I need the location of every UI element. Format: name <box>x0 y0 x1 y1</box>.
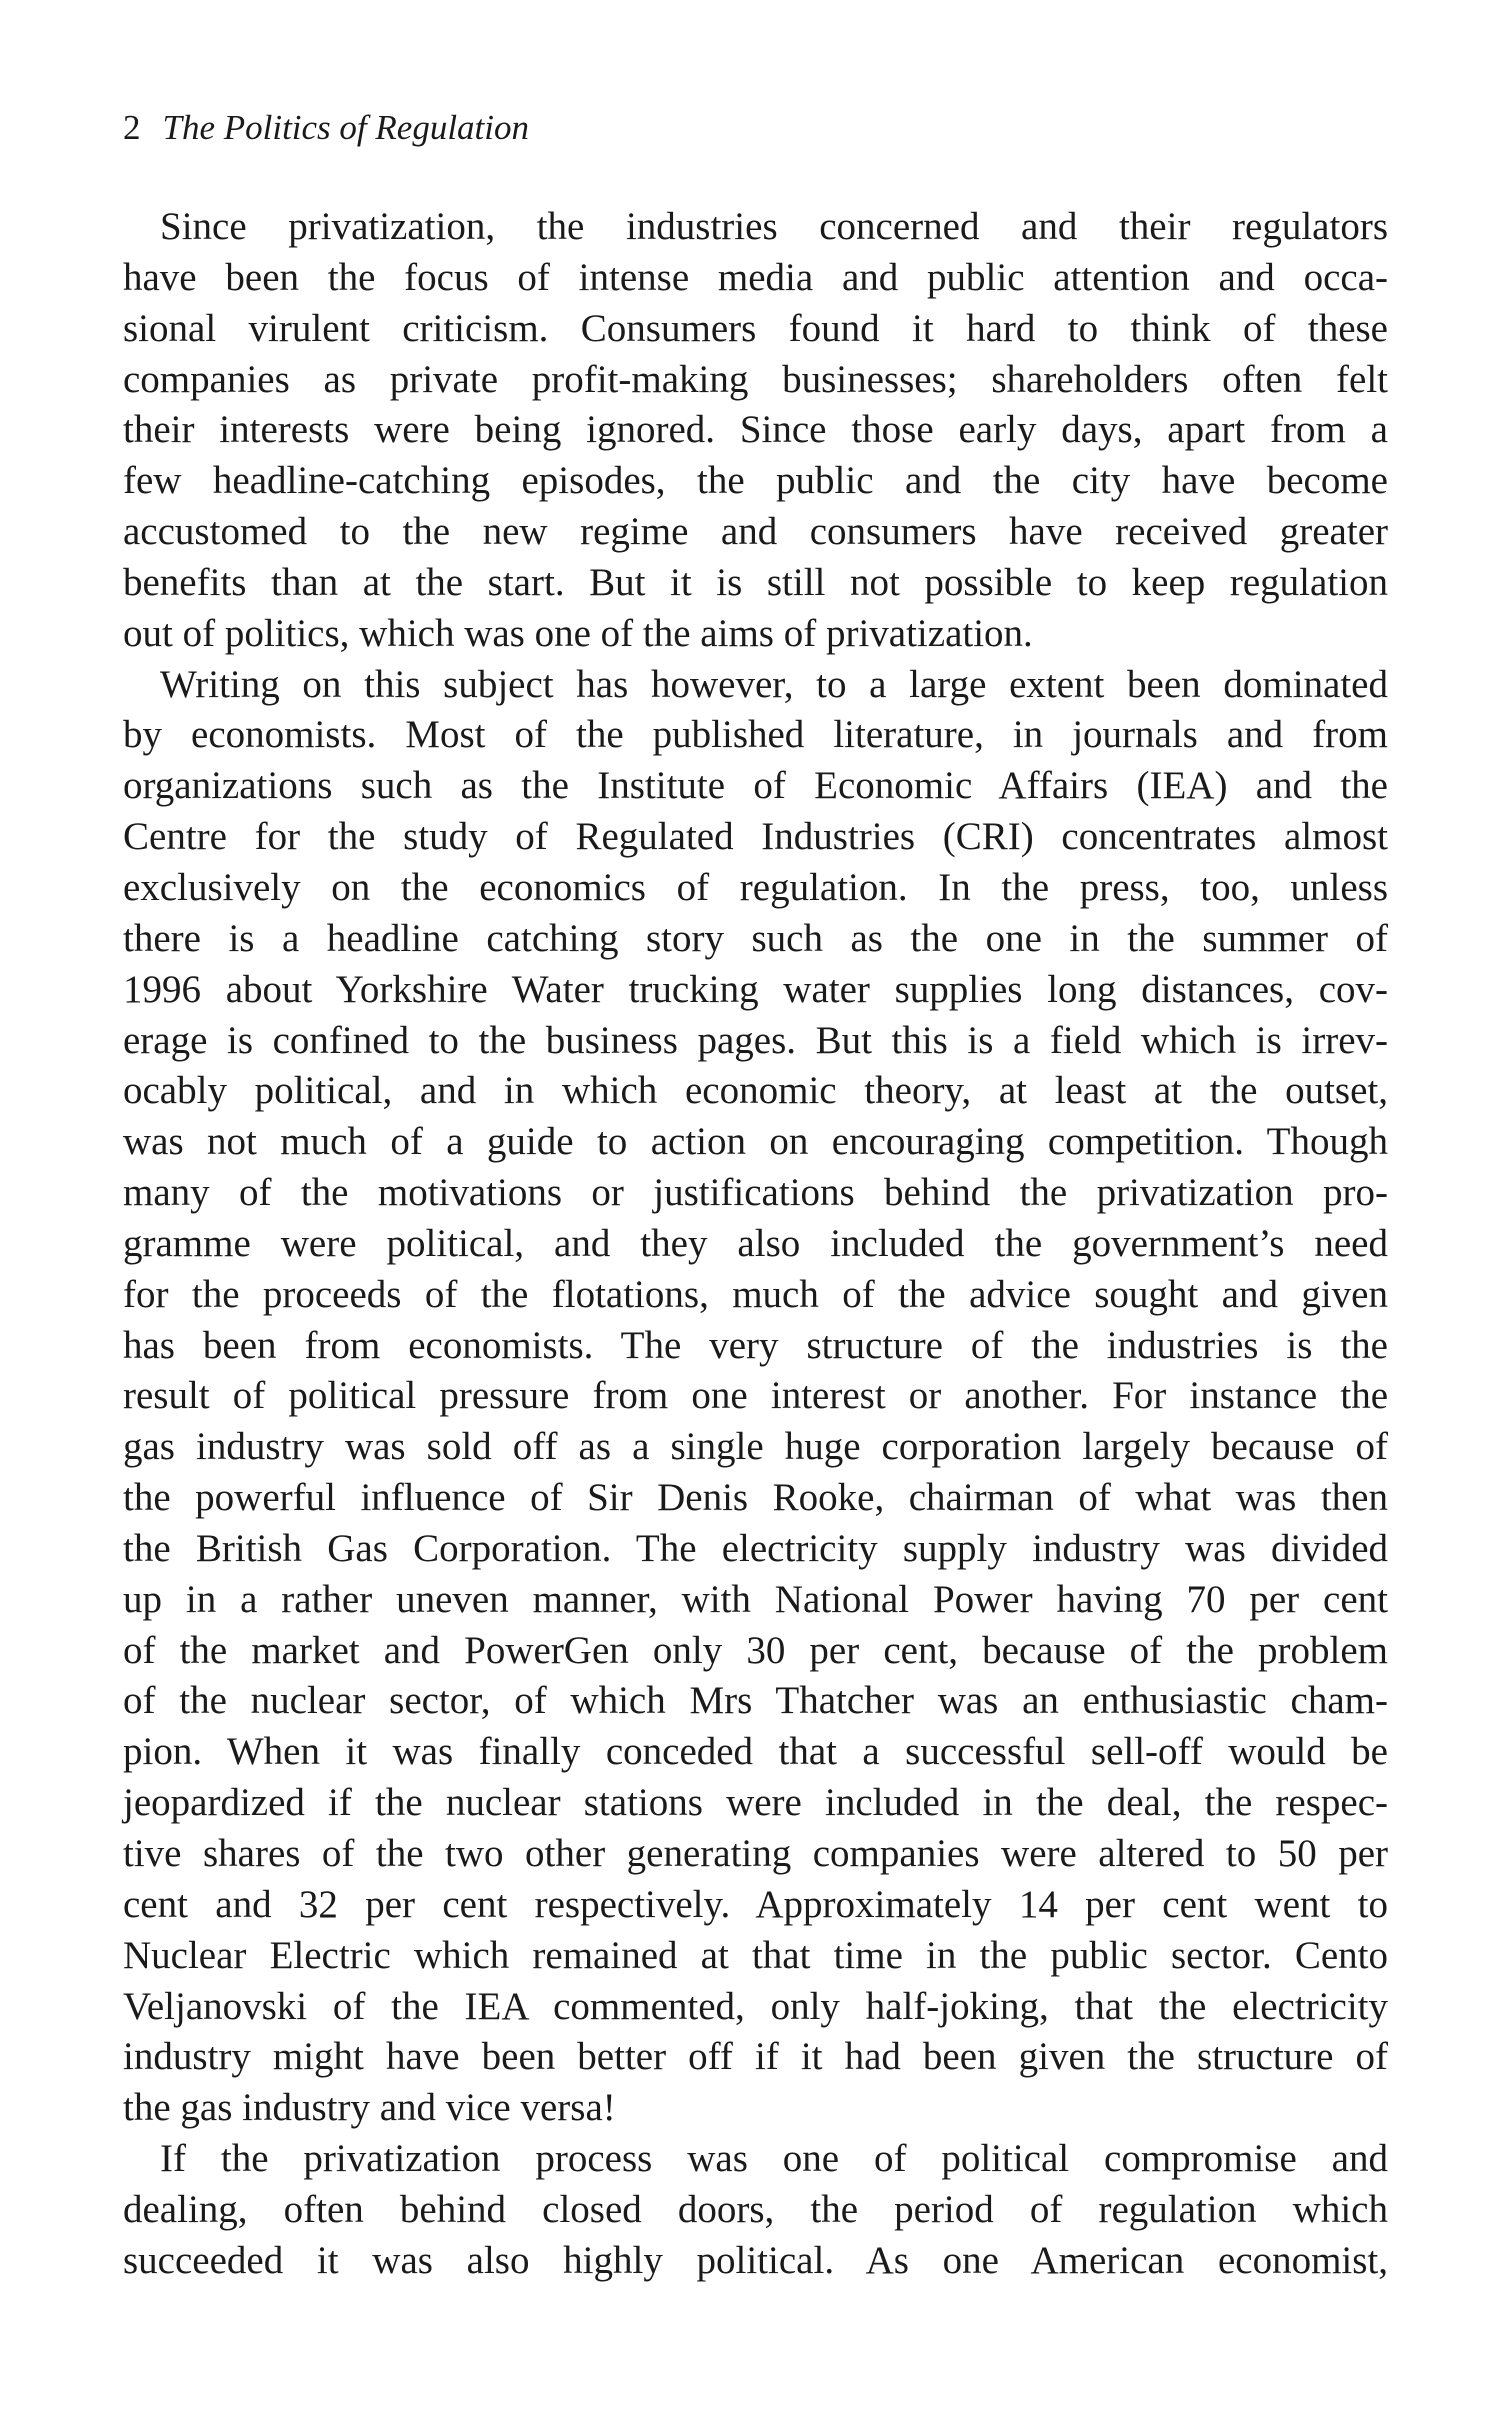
text-line: the gas industry and vice versa! <box>123 2086 616 2130</box>
text-line: Writing on this subject has however, to a large extent been dominated <box>160 662 1388 706</box>
running-head <box>123 106 529 150</box>
running-head-title: The Politics of Regulation <box>162 108 529 147</box>
text-line: 1996 about Yorkshire Water trucking water supplies long distances, cov- <box>123 967 1388 1011</box>
text-line: organizations such as the Institute of Economic Affairs (IEA) and the <box>123 764 1388 808</box>
text-line: up in a rather uneven manner, with National Power having 70 per cent <box>123 1577 1388 1621</box>
text-line: have been the focus of intense media and public attention and occa- <box>123 255 1388 299</box>
text-line: their interests were being ignored. Since those early days, apart from a <box>123 408 1388 452</box>
text-line: has been from economists. The very structure of the industries is the <box>123 1323 1388 1367</box>
text-line: gas industry was sold off as a single huge corporation largely because of <box>123 1425 1388 1469</box>
text-line: there is a headline catching story such as the one in the summer of <box>123 916 1388 960</box>
text-line: of the nuclear sector, of which Mrs Thatcher was an enthusiastic cham- <box>123 1679 1388 1723</box>
text-line: ocably political, and in which economic theory, at least at the outset, <box>123 1069 1388 1113</box>
text-line: of the market and PowerGen only 30 per cent, because of the problem <box>123 1628 1388 1672</box>
text-line: pion. When it was finally conceded that a successful sell-off would be <box>123 1730 1388 1774</box>
text-line: the powerful influence of Sir Denis Rooke, chairman of what was then <box>123 1476 1388 1520</box>
text-line: out of politics, which was one of the aims of privatization. <box>123 611 1033 655</box>
text-line: exclusively on the economics of regulation. In the press, too, unless <box>123 865 1388 909</box>
text-line: sional virulent criticism. Consumers found it hard to think of these <box>123 306 1388 350</box>
text-line: Veljanovski of the IEA commented, only half-joking, that the electricity <box>123 1984 1388 2028</box>
text-line: was not much of a guide to action on encouraging competition. Though <box>123 1120 1388 1164</box>
text-line: the British Gas Corporation. The electricity supply industry was divided <box>123 1526 1388 1570</box>
text-line: accustomed to the new regime and consumers have received greater <box>123 510 1388 554</box>
text-line: Since privatization, the industries concerned and their regulators <box>160 205 1388 248</box>
text-line: Centre for the study of Regulated Industries (CRI) concentrates almost <box>123 815 1388 859</box>
text-line: tive shares of the two other generating companies were altered to 50 per <box>123 1832 1388 1875</box>
text-line: Nuclear Electric which remained at that time in the public sector. Cento <box>123 1933 1388 1977</box>
page-number: 2 <box>123 108 141 147</box>
text-line: If the privatization process was one of political compromise and <box>160 2137 1388 2181</box>
text-line: result of political pressure from one interest or another. For instance the <box>123 1374 1388 1418</box>
text-line: benefits than at the start. But it is still not possible to keep regulation <box>123 560 1388 604</box>
text-line: erage is confined to the business pages. But this is a field which is irrev- <box>123 1018 1388 1062</box>
text-line: companies as private profit-making businesses; shareholders often felt <box>123 357 1388 401</box>
text-line: gramme were political, and they also included the government’s need <box>123 1221 1388 1265</box>
text-line: few headline-catching episodes, the public and the city have become <box>123 459 1388 503</box>
text-line: many of the motivations or justifications behind the privatization pro- <box>123 1171 1388 1215</box>
text-line: jeopardized if the nuclear stations were included in the deal, the respec- <box>123 1781 1388 1825</box>
text-line: by economists. Most of the published literature, in journals and from <box>123 713 1388 757</box>
text-line: industry might have been better off if it had been given the structure of <box>123 2035 1388 2079</box>
text-line: succeeded it was also highly political. As one American economist, <box>123 2238 1388 2282</box>
body-text <box>123 202 1388 2287</box>
text-line: dealing, often behind closed doors, the period of regulation which <box>123 2187 1388 2231</box>
text-line: cent and 32 per cent respectively. Approximately 14 per cent went to <box>123 1882 1388 1926</box>
text-line: for the proceeds of the flotations, much of the advice sought and given <box>123 1272 1388 1316</box>
